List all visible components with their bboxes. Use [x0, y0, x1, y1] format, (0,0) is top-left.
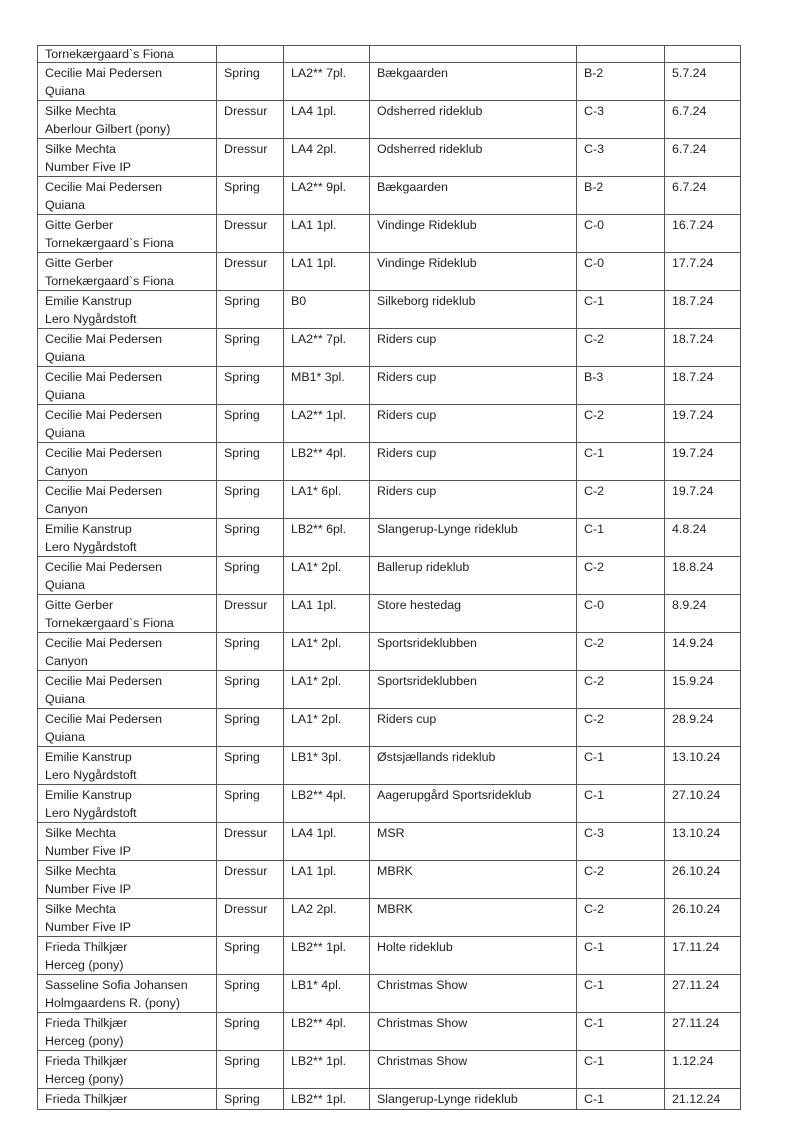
- date-cell: 6.7.24: [665, 139, 741, 177]
- rider-name: Emilie Kanstrup: [45, 788, 132, 802]
- rider-name: Cecilie Mai Pedersen: [45, 446, 163, 460]
- date-cell: 18.7.24: [665, 329, 741, 367]
- rider-name: Gitte Gerber: [45, 598, 114, 612]
- horse-name: Canyon: [45, 463, 88, 478]
- table-row: [38, 861, 741, 899]
- table-row: [38, 823, 741, 861]
- level-cell: C-2: [577, 329, 665, 367]
- class-placing-cell: LB1* 4pl.: [284, 975, 370, 1013]
- rider-horse-cell: [38, 139, 217, 177]
- rider-name: Gitte Gerber: [45, 256, 114, 270]
- horse-name: Quiana: [45, 83, 85, 98]
- venue-cell: MSR: [370, 823, 577, 861]
- venue-cell: MBRK: [370, 861, 577, 899]
- level-cell: C-0: [577, 215, 665, 253]
- level-cell: C-3: [577, 139, 665, 177]
- table-row: [38, 1013, 741, 1051]
- level-cell: [577, 46, 665, 63]
- table-row: [38, 291, 741, 329]
- discipline-cell: [217, 46, 284, 63]
- class-placing-cell: LB2** 4pl.: [284, 443, 370, 481]
- rider-name: Cecilie Mai Pedersen: [45, 180, 163, 194]
- level-cell: C-0: [577, 595, 665, 633]
- level-cell: C-3: [577, 101, 665, 139]
- rider-horse-cell: [38, 975, 217, 1013]
- rider-horse-cell: [38, 937, 217, 975]
- level-cell: C-1: [577, 291, 665, 329]
- class-placing-cell: LB1* 3pl.: [284, 747, 370, 785]
- venue-cell: Riders cup: [370, 405, 577, 443]
- rider-horse-cell: [38, 291, 217, 329]
- class-placing-cell: LA4 1pl.: [284, 823, 370, 861]
- level-cell: B-2: [577, 63, 665, 101]
- date-cell: 13.10.24: [665, 747, 741, 785]
- horse-name: Lero Nygårdstoft: [45, 805, 137, 820]
- horse-name: Canyon: [45, 501, 88, 516]
- rider-name: Silke Mechta: [45, 902, 116, 916]
- rider-horse-cell: [38, 785, 217, 823]
- date-cell: 21.12.24: [665, 1089, 741, 1110]
- class-placing-cell: LA1 1pl.: [284, 215, 370, 253]
- horse-name: Canyon: [45, 653, 88, 668]
- discipline-cell: Dressur: [217, 101, 284, 139]
- horse-name: Herceg (pony): [45, 1071, 124, 1086]
- rider-horse-cell: [38, 671, 217, 709]
- level-cell: C-1: [577, 443, 665, 481]
- level-cell: C-2: [577, 481, 665, 519]
- venue-cell: MBRK: [370, 899, 577, 937]
- discipline-cell: Dressur: [217, 595, 284, 633]
- table-row: [38, 1051, 741, 1089]
- rider-horse-cell: [38, 253, 217, 291]
- table-row: [38, 215, 741, 253]
- class-placing-cell: LA1* 2pl.: [284, 557, 370, 595]
- rider-name: Emilie Kanstrup: [45, 294, 132, 308]
- date-cell: 18.7.24: [665, 291, 741, 329]
- discipline-cell: Dressur: [217, 823, 284, 861]
- date-cell: [665, 46, 741, 63]
- level-cell: C-2: [577, 405, 665, 443]
- rider-name: Frieda Thilkjær: [45, 1016, 128, 1030]
- class-placing-cell: LA2** 1pl.: [284, 405, 370, 443]
- level-cell: B-3: [577, 367, 665, 405]
- rider-name: Cecilie Mai Pedersen: [45, 674, 163, 688]
- venue-cell: Slangerup-Lynge rideklub: [370, 1089, 577, 1110]
- level-cell: C-2: [577, 899, 665, 937]
- rider-horse-cell: [38, 405, 217, 443]
- date-cell: 4.8.24: [665, 519, 741, 557]
- rider-name: Cecilie Mai Pedersen: [45, 560, 163, 574]
- rider-horse-cell: [38, 443, 217, 481]
- date-cell: 14.9.24: [665, 633, 741, 671]
- table-row: [38, 367, 741, 405]
- discipline-cell: Dressur: [217, 139, 284, 177]
- horse-name: Quiana: [45, 349, 85, 364]
- rider-horse-cell: [38, 101, 217, 139]
- discipline-cell: Dressur: [217, 253, 284, 291]
- discipline-cell: Spring: [217, 633, 284, 671]
- class-placing-cell: [284, 46, 370, 63]
- venue-cell: Sportsrideklubben: [370, 671, 577, 709]
- class-placing-cell: LA2** 7pl.: [284, 329, 370, 367]
- venue-cell: Ballerup rideklub: [370, 557, 577, 595]
- rider-horse-cell: [38, 1089, 217, 1110]
- class-placing-cell: LA2 2pl.: [284, 899, 370, 937]
- horse-name: Aberlour Gilbert (pony): [45, 121, 171, 136]
- level-cell: C-1: [577, 747, 665, 785]
- level-cell: C-2: [577, 861, 665, 899]
- horse-name: Holmgaardens R. (pony): [45, 995, 180, 1010]
- class-placing-cell: B0: [284, 291, 370, 329]
- venue-cell: Odsherred rideklub: [370, 101, 577, 139]
- rider-name: Sasseline Sofia Johansen: [45, 978, 188, 992]
- venue-cell: Odsherred rideklub: [370, 139, 577, 177]
- level-cell: C-2: [577, 671, 665, 709]
- discipline-cell: Spring: [217, 937, 284, 975]
- discipline-cell: Spring: [217, 671, 284, 709]
- date-cell: 17.11.24: [665, 937, 741, 975]
- rider-name: Gitte Gerber: [45, 218, 114, 232]
- venue-cell: Christmas Show: [370, 1013, 577, 1051]
- date-cell: 6.7.24: [665, 101, 741, 139]
- rider-name: Cecilie Mai Pedersen: [45, 66, 163, 80]
- class-placing-cell: LA2** 7pl.: [284, 63, 370, 101]
- rider-name: Cecilie Mai Pedersen: [45, 712, 163, 726]
- class-placing-cell: LB2** 1pl.: [284, 1089, 370, 1110]
- discipline-cell: Spring: [217, 63, 284, 101]
- venue-cell: Østsjællands rideklub: [370, 747, 577, 785]
- discipline-cell: Spring: [217, 177, 284, 215]
- results-table: [37, 45, 741, 1110]
- rider-horse-cell: [38, 1013, 217, 1051]
- date-cell: 18.7.24: [665, 367, 741, 405]
- rider-horse-cell: [38, 709, 217, 747]
- venue-cell: Silkeborg rideklub: [370, 291, 577, 329]
- rider-horse-cell: [38, 367, 217, 405]
- venue-cell: Christmas Show: [370, 1051, 577, 1089]
- rider-horse-cell: [38, 823, 217, 861]
- rider-horse-cell: [38, 329, 217, 367]
- class-placing-cell: LA1* 2pl.: [284, 709, 370, 747]
- horse-name: Number Five IP: [45, 159, 132, 174]
- rider-horse-cell: [38, 557, 217, 595]
- horse-name: Number Five IP: [45, 843, 132, 858]
- class-placing-cell: LA1* 2pl.: [284, 633, 370, 671]
- rider-horse-cell: [38, 899, 217, 937]
- discipline-cell: Spring: [217, 519, 284, 557]
- venue-cell: Sportsrideklubben: [370, 633, 577, 671]
- discipline-cell: Spring: [217, 747, 284, 785]
- class-placing-cell: LA1 1pl.: [284, 253, 370, 291]
- rider-name: Silke Mechta: [45, 826, 116, 840]
- date-cell: 16.7.24: [665, 215, 741, 253]
- discipline-cell: Spring: [217, 709, 284, 747]
- horse-name: Quiana: [45, 425, 85, 440]
- venue-cell: Riders cup: [370, 443, 577, 481]
- class-placing-cell: LB2** 1pl.: [284, 1051, 370, 1089]
- class-placing-cell: LA1* 2pl.: [284, 671, 370, 709]
- horse-name: Tornekærgaard`s Fiona: [45, 615, 174, 630]
- discipline-cell: Spring: [217, 1013, 284, 1051]
- discipline-cell: Dressur: [217, 899, 284, 937]
- class-placing-cell: LA2** 9pl.: [284, 177, 370, 215]
- level-cell: C-1: [577, 937, 665, 975]
- rider-horse-cell: [38, 481, 217, 519]
- horse-name: Quiana: [45, 691, 85, 706]
- rider-name: Cecilie Mai Pedersen: [45, 484, 163, 498]
- horse-name: Lero Nygårdstoft: [45, 767, 137, 782]
- venue-cell: Christmas Show: [370, 975, 577, 1013]
- rider-name: Frieda Thilkjær: [45, 1092, 128, 1106]
- class-placing-cell: LA4 2pl.: [284, 139, 370, 177]
- table-row: [38, 1089, 741, 1110]
- discipline-cell: Spring: [217, 557, 284, 595]
- date-cell: 27.10.24: [665, 785, 741, 823]
- table-row: [38, 177, 741, 215]
- date-cell: 8.9.24: [665, 595, 741, 633]
- horse-name: Tornekærgaard`s Fiona: [45, 273, 174, 288]
- rider-name: Frieda Thilkjær: [45, 940, 128, 954]
- venue-cell: Bækgaarden: [370, 177, 577, 215]
- table-row: [38, 481, 741, 519]
- horse-name: Number Five IP: [45, 881, 132, 896]
- rider-name: Silke Mechta: [45, 104, 116, 118]
- table-row: [38, 709, 741, 747]
- rider-name: Cecilie Mai Pedersen: [45, 408, 163, 422]
- table-row: [38, 557, 741, 595]
- venue-cell: Aagerupgård Sportsrideklub: [370, 785, 577, 823]
- rider-name: Cecilie Mai Pedersen: [45, 636, 163, 650]
- venue-cell: Vindinge Rideklub: [370, 253, 577, 291]
- discipline-cell: Spring: [217, 443, 284, 481]
- date-cell: 1.12.24: [665, 1051, 741, 1089]
- horse-name: Number Five IP: [45, 919, 132, 934]
- table-row: [38, 101, 741, 139]
- class-placing-cell: LB2** 1pl.: [284, 937, 370, 975]
- rider-horse-cell: [38, 63, 217, 101]
- discipline-cell: Dressur: [217, 861, 284, 899]
- discipline-cell: Spring: [217, 1089, 284, 1110]
- date-cell: 6.7.24: [665, 177, 741, 215]
- venue-cell: [370, 46, 577, 63]
- venue-cell: Riders cup: [370, 709, 577, 747]
- table-row: [38, 443, 741, 481]
- rider-name: Emilie Kanstrup: [45, 522, 132, 536]
- horse-name: Quiana: [45, 729, 85, 744]
- class-placing-cell: LA1 1pl.: [284, 861, 370, 899]
- rider-horse-cell: [38, 177, 217, 215]
- table-row: [38, 595, 741, 633]
- rider-name: Silke Mechta: [45, 864, 116, 878]
- date-cell: 26.10.24: [665, 861, 741, 899]
- table-row: [38, 139, 741, 177]
- level-cell: C-1: [577, 1089, 665, 1110]
- table-row: [38, 975, 741, 1013]
- class-placing-cell: MB1* 3pl.: [284, 367, 370, 405]
- rider-name: Tornekærgaard`s Fiona: [45, 47, 174, 61]
- level-cell: C-1: [577, 1013, 665, 1051]
- horse-name: Herceg (pony): [45, 1033, 124, 1048]
- date-cell: 27.11.24: [665, 1013, 741, 1051]
- discipline-cell: Spring: [217, 975, 284, 1013]
- level-cell: C-1: [577, 1051, 665, 1089]
- discipline-cell: Spring: [217, 481, 284, 519]
- rider-name: Cecilie Mai Pedersen: [45, 370, 163, 384]
- date-cell: 19.7.24: [665, 405, 741, 443]
- table-row: [38, 405, 741, 443]
- class-placing-cell: LB2** 4pl.: [284, 1013, 370, 1051]
- horse-name: Quiana: [45, 577, 85, 592]
- level-cell: C-1: [577, 785, 665, 823]
- discipline-cell: Spring: [217, 1051, 284, 1089]
- venue-cell: Holte rideklub: [370, 937, 577, 975]
- table-row: [38, 899, 741, 937]
- date-cell: 13.10.24: [665, 823, 741, 861]
- discipline-cell: Dressur: [217, 215, 284, 253]
- rider-horse-cell: [38, 46, 217, 63]
- horse-name: Herceg (pony): [45, 957, 124, 972]
- date-cell: 17.7.24: [665, 253, 741, 291]
- horse-name: Lero Nygårdstoft: [45, 539, 137, 554]
- table-row: [38, 785, 741, 823]
- horse-name: Quiana: [45, 197, 85, 212]
- level-cell: C-1: [577, 975, 665, 1013]
- venue-cell: Riders cup: [370, 367, 577, 405]
- table-row: [38, 63, 741, 101]
- discipline-cell: Spring: [217, 367, 284, 405]
- horse-name: Quiana: [45, 387, 85, 402]
- table-row: [38, 46, 741, 63]
- rider-horse-cell: [38, 595, 217, 633]
- date-cell: 19.7.24: [665, 481, 741, 519]
- horse-name: Tornekærgaard`s Fiona: [45, 235, 174, 250]
- venue-cell: Vindinge Rideklub: [370, 215, 577, 253]
- date-cell: 15.9.24: [665, 671, 741, 709]
- level-cell: C-0: [577, 253, 665, 291]
- discipline-cell: Spring: [217, 329, 284, 367]
- venue-cell: Store hestedag: [370, 595, 577, 633]
- date-cell: 18.8.24: [665, 557, 741, 595]
- rider-name: Frieda Thilkjær: [45, 1054, 128, 1068]
- rider-name: Emilie Kanstrup: [45, 750, 132, 764]
- date-cell: 26.10.24: [665, 899, 741, 937]
- discipline-cell: Spring: [217, 405, 284, 443]
- level-cell: C-2: [577, 557, 665, 595]
- class-placing-cell: LB2** 4pl.: [284, 785, 370, 823]
- rider-horse-cell: [38, 861, 217, 899]
- date-cell: 28.9.24: [665, 709, 741, 747]
- class-placing-cell: LA1* 6pl.: [284, 481, 370, 519]
- class-placing-cell: LB2** 6pl.: [284, 519, 370, 557]
- table-row: [38, 329, 741, 367]
- table-row: [38, 937, 741, 975]
- rider-horse-cell: [38, 747, 217, 785]
- results-table-body: [38, 46, 741, 1110]
- venue-cell: Bækgaarden: [370, 63, 577, 101]
- date-cell: 19.7.24: [665, 443, 741, 481]
- rider-horse-cell: [38, 633, 217, 671]
- venue-cell: Slangerup-Lynge rideklub: [370, 519, 577, 557]
- level-cell: C-1: [577, 519, 665, 557]
- horse-name: Lero Nygårdstoft: [45, 311, 137, 326]
- level-cell: B-2: [577, 177, 665, 215]
- level-cell: C-2: [577, 633, 665, 671]
- table-row: [38, 671, 741, 709]
- table-row: [38, 519, 741, 557]
- class-placing-cell: LA1 1pl.: [284, 595, 370, 633]
- level-cell: C-3: [577, 823, 665, 861]
- discipline-cell: Spring: [217, 291, 284, 329]
- date-cell: 5.7.24: [665, 63, 741, 101]
- rider-horse-cell: [38, 519, 217, 557]
- discipline-cell: Spring: [217, 785, 284, 823]
- table-row: [38, 633, 741, 671]
- table-row: [38, 747, 741, 785]
- rider-horse-cell: [38, 215, 217, 253]
- table-row: [38, 253, 741, 291]
- rider-name: Silke Mechta: [45, 142, 116, 156]
- date-cell: 27.11.24: [665, 975, 741, 1013]
- venue-cell: Riders cup: [370, 481, 577, 519]
- level-cell: C-2: [577, 709, 665, 747]
- rider-name: Cecilie Mai Pedersen: [45, 332, 163, 346]
- rider-horse-cell: [38, 1051, 217, 1089]
- venue-cell: Riders cup: [370, 329, 577, 367]
- class-placing-cell: LA4 1pl.: [284, 101, 370, 139]
